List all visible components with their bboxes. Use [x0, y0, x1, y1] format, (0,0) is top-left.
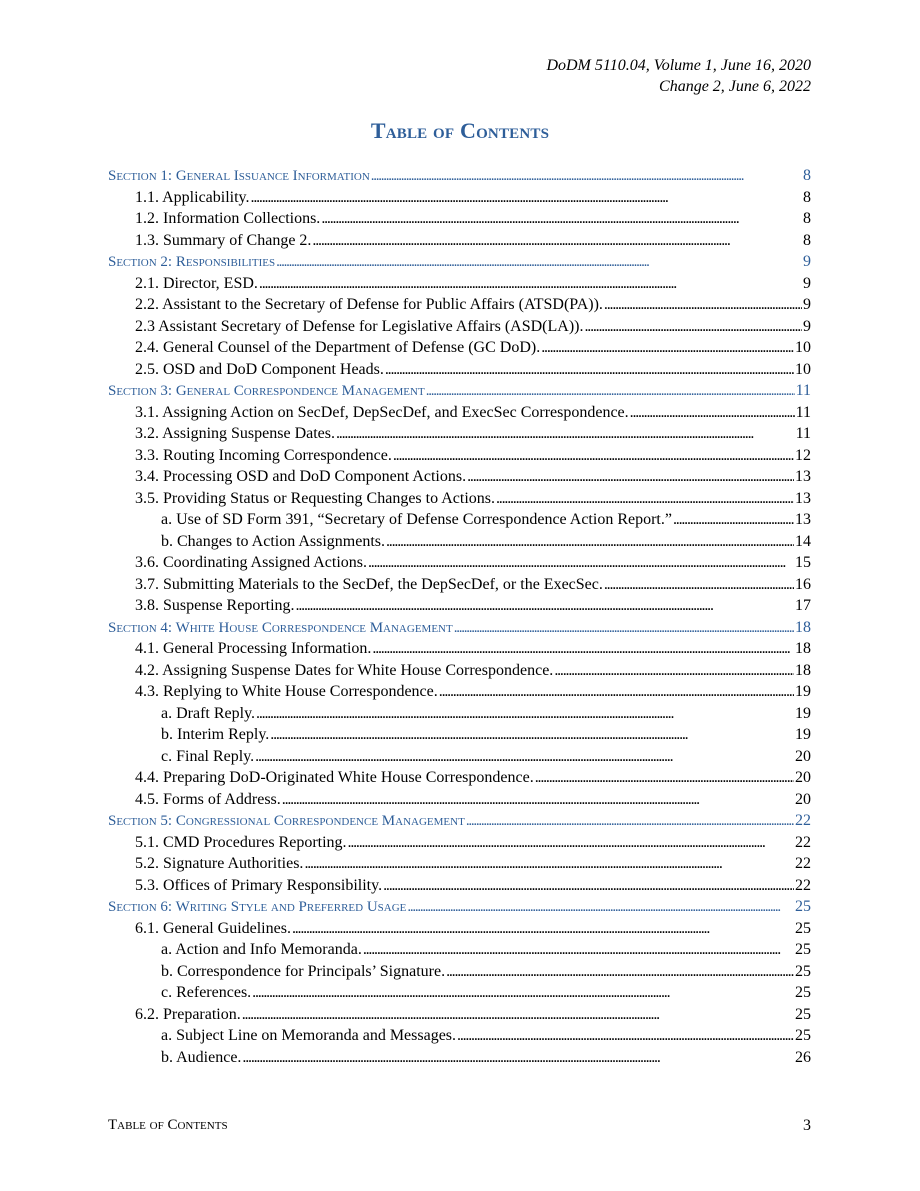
- toc-entry-label: 2.5. OSD and DoD Component Heads.: [135, 360, 384, 378]
- toc-page-number: 10: [795, 360, 811, 378]
- toc-entry[interactable]: [108, 961, 811, 983]
- footer-section-label: Table of Contents: [108, 1117, 228, 1133]
- dot-leader: [372, 638, 794, 660]
- header-change-line: Change 2, June 6, 2022: [659, 78, 811, 95]
- toc-page-number: 25: [795, 984, 811, 1001]
- toc-entry-label: 1.1. Applicability.: [135, 188, 250, 206]
- dot-leader: [535, 767, 794, 789]
- toc-entry[interactable]: [108, 402, 811, 424]
- toc-page-number: 25: [795, 962, 811, 980]
- toc-entry[interactable]: [108, 767, 811, 789]
- toc-entry-label: 3.6. Coordinating Assigned Actions.: [135, 554, 367, 571]
- dot-leader: [386, 531, 794, 553]
- toc-entry-label: 2.1. Director, ESD.: [135, 274, 258, 292]
- toc-entry[interactable]: [108, 1025, 811, 1047]
- dot-leader: [673, 509, 794, 531]
- dot-leader: [393, 445, 794, 467]
- toc-entry-label: b. Changes to Action Assignments.: [161, 532, 385, 550]
- toc-entry[interactable]: [108, 832, 811, 854]
- dot-leader: [276, 252, 802, 274]
- toc-entry-label: a. Draft Reply.: [161, 704, 256, 722]
- toc-page-number: 11: [795, 403, 811, 421]
- toc-entry[interactable]: [108, 853, 811, 875]
- dot-leader: [454, 618, 794, 640]
- dot-leader: [259, 273, 802, 295]
- toc-section-entry[interactable]: [108, 896, 811, 918]
- toc-page-number: 9: [803, 253, 811, 270]
- toc-entry-label: c. Final Reply.: [161, 747, 255, 765]
- toc-entry-label: a. Use of SD Form 391, “Secretary of Defense Correspondence Action Report.”: [161, 511, 672, 528]
- toc-entry[interactable]: [108, 552, 811, 574]
- dot-leader: [336, 423, 795, 445]
- toc-entry[interactable]: [108, 681, 811, 703]
- table-of-contents: [108, 165, 811, 1068]
- dot-leader: [321, 208, 802, 230]
- dot-leader: [554, 660, 794, 682]
- toc-section-entry[interactable]: [108, 251, 811, 273]
- toc-page-number: 25: [795, 898, 811, 915]
- toc-page-number: 8: [803, 167, 811, 184]
- toc-page-number: 8: [803, 210, 811, 227]
- toc-page-number: 12: [795, 446, 811, 464]
- toc-page-number: 25: [795, 919, 811, 937]
- toc-page-number: 13: [795, 511, 811, 528]
- dot-leader: [312, 230, 802, 252]
- toc-entry[interactable]: [108, 230, 811, 252]
- toc-page-number: 19: [795, 704, 811, 722]
- toc-page-number: 13: [795, 489, 811, 507]
- toc-entry-label: 1.2. Information Collections.: [135, 210, 321, 227]
- toc-entry-label: Section 1: General Issuance Information: [108, 168, 370, 184]
- toc-entry-label: b. Correspondence for Principals’ Signature.: [161, 962, 446, 980]
- dot-leader: [368, 552, 794, 574]
- toc-entry-label: 4.5. Forms of Address.: [135, 790, 281, 808]
- toc-entry[interactable]: [108, 531, 811, 553]
- toc-entry-label: c. References.: [161, 984, 252, 1001]
- dot-leader: [385, 359, 794, 381]
- dot-leader: [371, 166, 802, 188]
- toc-page-number: 19: [795, 683, 811, 700]
- dot-leader: [348, 832, 794, 854]
- toc-entry-label: 5.1. CMD Procedures Reporting.: [135, 833, 347, 851]
- toc-section-entry[interactable]: [108, 165, 811, 187]
- toc-entry-label: Section 2: Responsibilities: [108, 254, 276, 270]
- toc-section-entry[interactable]: [108, 380, 811, 402]
- toc-entry-label: b. Audience.: [161, 1048, 242, 1066]
- toc-entry[interactable]: [108, 1047, 811, 1069]
- dot-leader: [252, 982, 794, 1004]
- toc-entry[interactable]: [108, 574, 811, 596]
- toc-page-number: 22: [795, 833, 811, 851]
- toc-page-number: 15: [795, 554, 811, 571]
- toc-page-number: 19: [795, 726, 811, 743]
- toc-page-number: 9: [803, 274, 811, 292]
- toc-page-number: 20: [795, 769, 811, 786]
- dot-leader: [446, 961, 794, 983]
- toc-entry[interactable]: [108, 509, 811, 531]
- toc-entry[interactable]: [108, 466, 811, 488]
- dot-leader: [256, 703, 794, 725]
- toc-page-number: 8: [803, 188, 811, 206]
- toc-entry-label: 3.2. Assigning Suspense Dates.: [135, 425, 335, 442]
- toc-entry[interactable]: [108, 638, 811, 660]
- dot-leader: [282, 789, 794, 811]
- toc-entry[interactable]: [108, 1004, 811, 1026]
- toc-page-number: 25: [795, 1027, 811, 1044]
- dot-leader: [584, 316, 802, 338]
- toc-entry[interactable]: [108, 423, 811, 445]
- toc-entry-label: 3.5. Providing Status or Requesting Changes to Actions.: [135, 489, 495, 507]
- toc-entry-label: 2.2. Assistant to the Secretary of Defense for Public Affairs (ATSD(PA)).: [135, 296, 603, 313]
- dot-leader: [304, 853, 794, 875]
- dot-leader: [604, 574, 794, 596]
- toc-entry[interactable]: [108, 660, 811, 682]
- toc-entry-label: Section 6: Writing Style and Preferred Usage: [108, 899, 407, 915]
- document-header: [546, 55, 811, 97]
- dot-leader: [363, 939, 794, 961]
- toc-entry-label: 4.4. Preparing DoD-Originated White House Correspondence.: [135, 769, 534, 786]
- dot-leader: [467, 466, 794, 488]
- toc-entry[interactable]: [108, 703, 811, 725]
- toc-entry-label: 4.1. General Processing Information.: [135, 640, 372, 657]
- toc-page-number: 18: [795, 661, 811, 679]
- toc-page-number: 9: [803, 317, 811, 335]
- toc-entry-label: 3.7. Submitting Materials to the SecDef, the DepSecDef, or the ExecSec.: [135, 575, 603, 593]
- toc-entry[interactable]: [108, 488, 811, 510]
- dot-leader: [296, 595, 794, 617]
- dot-leader: [604, 294, 802, 316]
- dot-leader: [466, 811, 794, 833]
- dot-leader: [496, 488, 794, 510]
- toc-page-number: 9: [803, 296, 811, 313]
- toc-entry-label: Section 4: White House Correspondence Management: [108, 619, 453, 636]
- header-issuance-line: DoDM 5110.04, Volume 1, June 16, 2020: [546, 57, 811, 74]
- toc-entry[interactable]: [108, 273, 811, 295]
- toc-entry-label: 4.3. Replying to White House Correspondence.: [135, 683, 438, 700]
- toc-entry-label: 5.3. Offices of Primary Responsibility.: [135, 876, 383, 894]
- dot-leader: [630, 402, 795, 424]
- dot-leader: [439, 681, 794, 703]
- toc-entry-label: a. Subject Line on Memoranda and Messages.: [161, 1027, 457, 1044]
- toc-entry[interactable]: [108, 208, 811, 230]
- toc-entry[interactable]: [108, 337, 811, 359]
- toc-section-entry[interactable]: [108, 617, 811, 639]
- dot-leader: [457, 1025, 794, 1047]
- toc-entry-label: 2.3 Assistant Secretary of Defense for Legislative Affairs (ASD(LA)).: [135, 317, 584, 335]
- toc-entry-label: a. Action and Info Memoranda.: [161, 941, 362, 958]
- toc-entry[interactable]: [108, 918, 811, 940]
- dot-leader: [251, 187, 802, 209]
- toc-page-number: 13: [795, 468, 811, 485]
- dot-leader: [426, 381, 795, 403]
- toc-page-number: 26: [795, 1048, 811, 1066]
- dot-leader: [270, 724, 794, 746]
- dot-leader: [292, 918, 794, 940]
- toc-page-number: 17: [795, 597, 811, 614]
- toc-page-number: 22: [795, 855, 811, 872]
- toc-section-entry[interactable]: [108, 810, 811, 832]
- toc-page-number: 14: [795, 532, 811, 550]
- toc-entry[interactable]: [108, 316, 811, 338]
- toc-page-number: 11: [795, 382, 811, 399]
- toc-entry-label: 5.2. Signature Authorities.: [135, 855, 304, 872]
- toc-entry[interactable]: [108, 939, 811, 961]
- toc-entry-label: 3.3. Routing Incoming Correspondence.: [135, 446, 392, 464]
- toc-entry-label: 6.1. General Guidelines.: [135, 919, 291, 937]
- toc-entry-label: Section 5: Congressional Correspondence Management: [108, 813, 465, 829]
- toc-page-number: 22: [795, 812, 811, 829]
- toc-page-number: 18: [795, 640, 811, 657]
- dot-leader: [407, 897, 794, 919]
- dot-leader: [255, 746, 794, 768]
- toc-page-number: 22: [795, 876, 811, 894]
- toc-entry[interactable]: [108, 187, 811, 209]
- toc-entry-label: b. Interim Reply.: [161, 726, 270, 743]
- page-title: Table of Contents: [370, 118, 550, 143]
- toc-entry[interactable]: [108, 724, 811, 746]
- toc-entry-label: 6.2. Preparation.: [135, 1005, 241, 1023]
- toc-entry-label: 1.3. Summary of Change 2.: [135, 231, 312, 249]
- toc-entry-label: 2.4. General Counsel of the Department of Defense (GC DoD).: [135, 339, 541, 356]
- toc-entry[interactable]: [108, 359, 811, 381]
- toc-entry[interactable]: [108, 746, 811, 768]
- toc-page-number: 16: [795, 575, 811, 593]
- toc-entry[interactable]: [108, 595, 811, 617]
- footer-page-number: 3: [803, 1117, 811, 1134]
- toc-entry[interactable]: [108, 982, 811, 1004]
- toc-entry[interactable]: [108, 294, 811, 316]
- toc-entry-label: 3.8. Suspense Reporting.: [135, 597, 295, 614]
- document-footer: [108, 1117, 811, 1135]
- toc-entry-label: 3.1. Assigning Action on SecDef, DepSecDef, and ExecSec Correspondence.: [135, 403, 629, 421]
- toc-entry-label: 3.4. Processing OSD and DoD Component Actions.: [135, 468, 467, 485]
- toc-entry[interactable]: [108, 875, 811, 897]
- toc-entry-label: 4.2. Assigning Suspense Dates for White House Correspondence.: [135, 661, 554, 679]
- dot-leader: [383, 875, 794, 897]
- toc-page-number: 10: [795, 339, 811, 356]
- dot-leader: [541, 337, 794, 359]
- toc-page-number: 20: [795, 747, 811, 765]
- toc-page-number: 11: [795, 425, 811, 442]
- toc-page-number: 18: [795, 618, 811, 636]
- dot-leader: [242, 1004, 794, 1026]
- toc-entry-label: Section 3: General Correspondence Management: [108, 383, 425, 399]
- toc-page-number: 25: [795, 1005, 811, 1023]
- toc-page-number: 25: [795, 941, 811, 958]
- toc-entry[interactable]: [108, 445, 811, 467]
- toc-entry[interactable]: [108, 789, 811, 811]
- toc-page-number: 20: [795, 790, 811, 808]
- dot-leader: [242, 1047, 794, 1069]
- toc-page-number: 8: [803, 231, 811, 249]
